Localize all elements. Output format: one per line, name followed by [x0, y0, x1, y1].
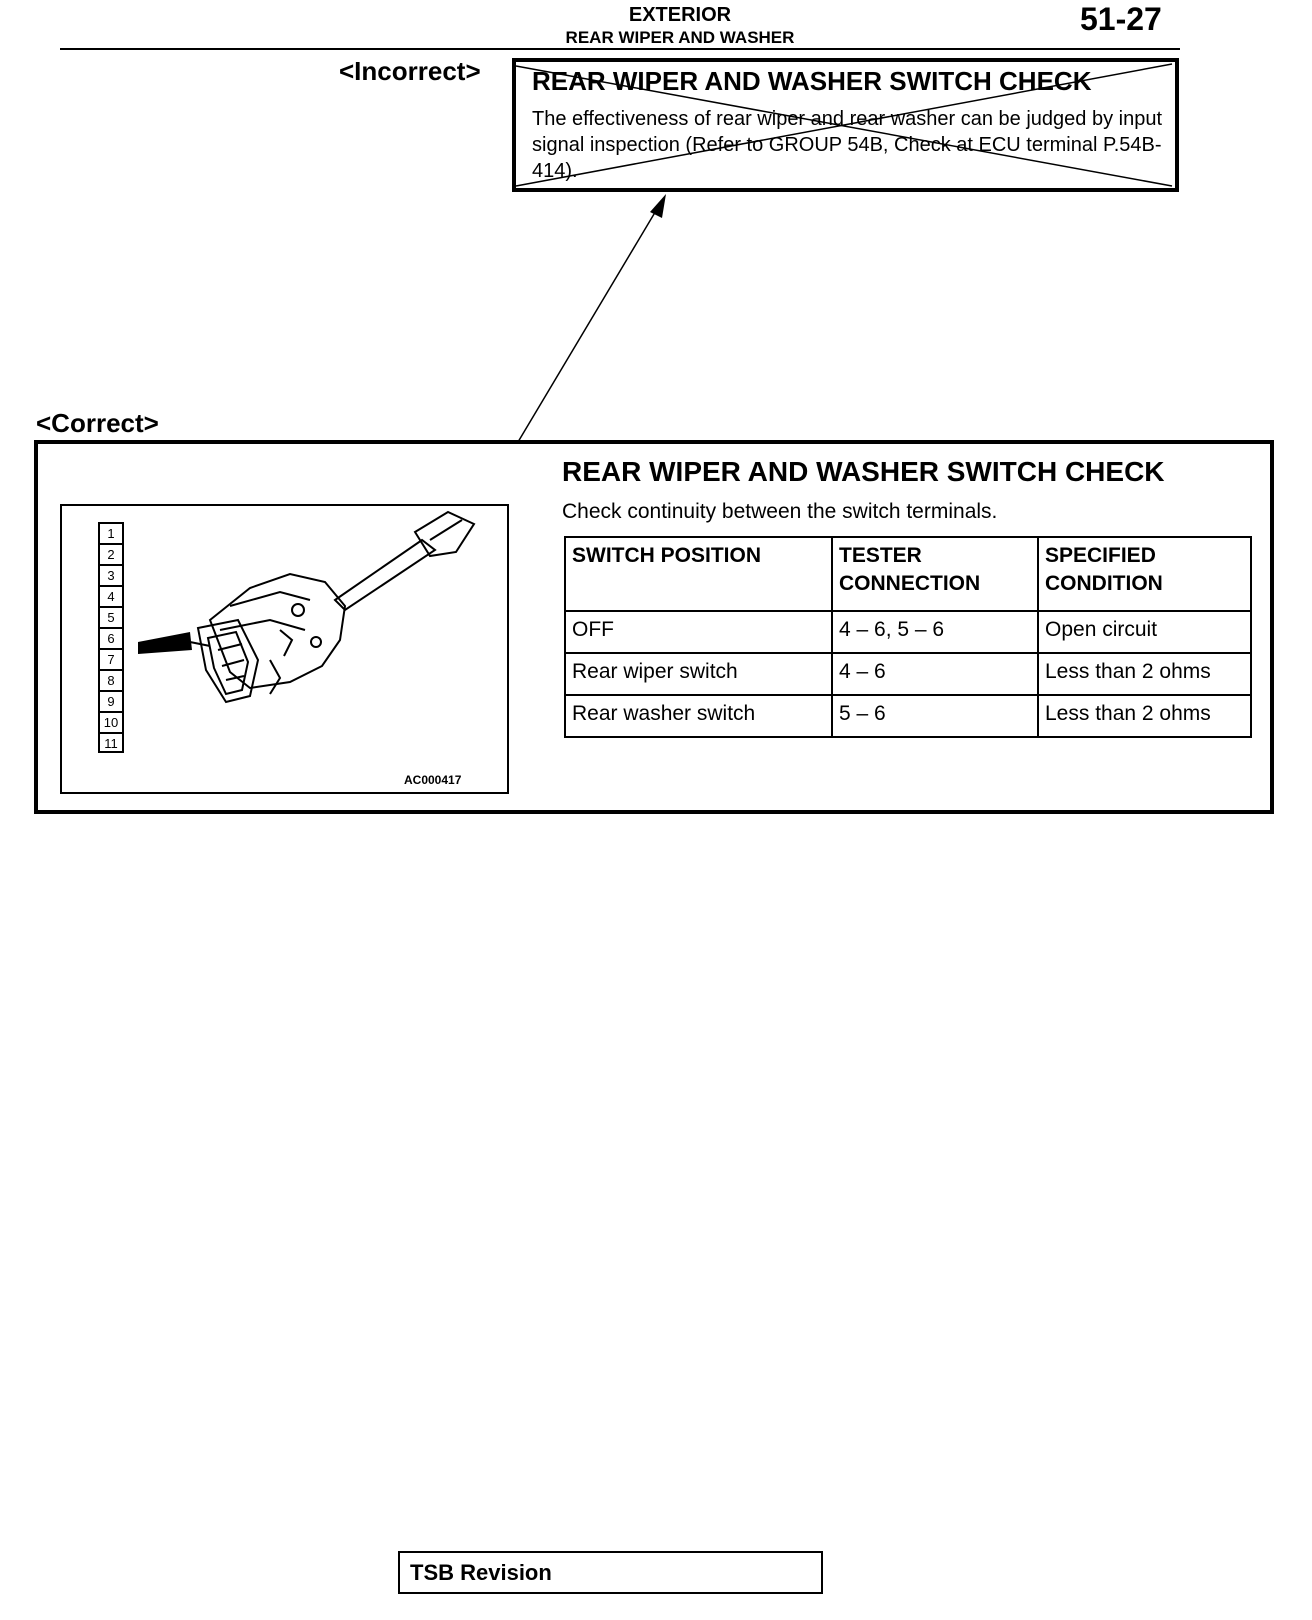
- header-tester-connection: TESTER CONNECTION: [832, 537, 1038, 611]
- terminal-9: 9: [98, 690, 124, 711]
- correct-label: <Correct>: [36, 408, 159, 438]
- terminal-11: 11: [98, 732, 124, 753]
- cell-specified-condition: Less than 2 ohms: [1038, 695, 1251, 737]
- terminal-1: 1: [98, 522, 124, 543]
- incorrect-body: The effectiveness of rear wiper and rear washer can be judged by input signal inspection (Refer to GROUP 54B, Check at ECU terminal P.54B-414).: [532, 108, 1162, 182]
- header-specified-condition: SPECIFIED CONDITION: [1038, 537, 1251, 611]
- table-header-row: [565, 537, 1251, 611]
- terminal-10: 10: [98, 711, 124, 732]
- page-number: 51-27: [1080, 1, 1162, 37]
- subsection-title: REAR WIPER AND WASHER: [565, 28, 795, 47]
- section-title: EXTERIOR: [628, 4, 732, 26]
- cell-tester-connection: 4 – 6, 5 – 6: [832, 611, 1038, 653]
- tsb-revision-label: TSB Revision: [410, 1560, 552, 1585]
- spec-table: [564, 536, 1252, 738]
- terminal-8: 8: [98, 669, 124, 690]
- table-row: [565, 653, 1251, 695]
- cell-specified-condition: Open circuit: [1038, 611, 1251, 653]
- terminal-strip: [98, 522, 124, 753]
- wiper-switch-illustration: [130, 510, 500, 750]
- cell-switch-position: Rear washer switch: [565, 695, 832, 737]
- correct-title: REAR WIPER AND WASHER SWITCH CHECK: [562, 456, 1165, 487]
- correct-subtitle: Check continuity between the switch terminals.: [562, 500, 998, 523]
- cell-switch-position: Rear wiper switch: [565, 653, 832, 695]
- incorrect-title: REAR WIPER AND WASHER SWITCH CHECK: [532, 66, 1092, 96]
- cross-out-mark: [512, 58, 1179, 192]
- terminal-7: 7: [98, 648, 124, 669]
- table-row: [565, 611, 1251, 653]
- cell-tester-connection: 4 – 6: [832, 653, 1038, 695]
- terminal-6: 6: [98, 627, 124, 648]
- figure-code: AC000417: [404, 773, 462, 787]
- cell-specified-condition: Less than 2 ohms: [1038, 653, 1251, 695]
- terminal-4: 4: [98, 585, 124, 606]
- header-rule: [60, 48, 1180, 50]
- terminal-2: 2: [98, 543, 124, 564]
- cell-switch-position: OFF: [565, 611, 832, 653]
- incorrect-label: <Incorrect>: [339, 56, 481, 86]
- terminal-5: 5: [98, 606, 124, 627]
- table-row: [565, 695, 1251, 737]
- terminal-3: 3: [98, 564, 124, 585]
- arrow-connector: [500, 190, 680, 445]
- header-switch-position: SWITCH POSITION: [565, 537, 832, 611]
- cell-tester-connection: 5 – 6: [832, 695, 1038, 737]
